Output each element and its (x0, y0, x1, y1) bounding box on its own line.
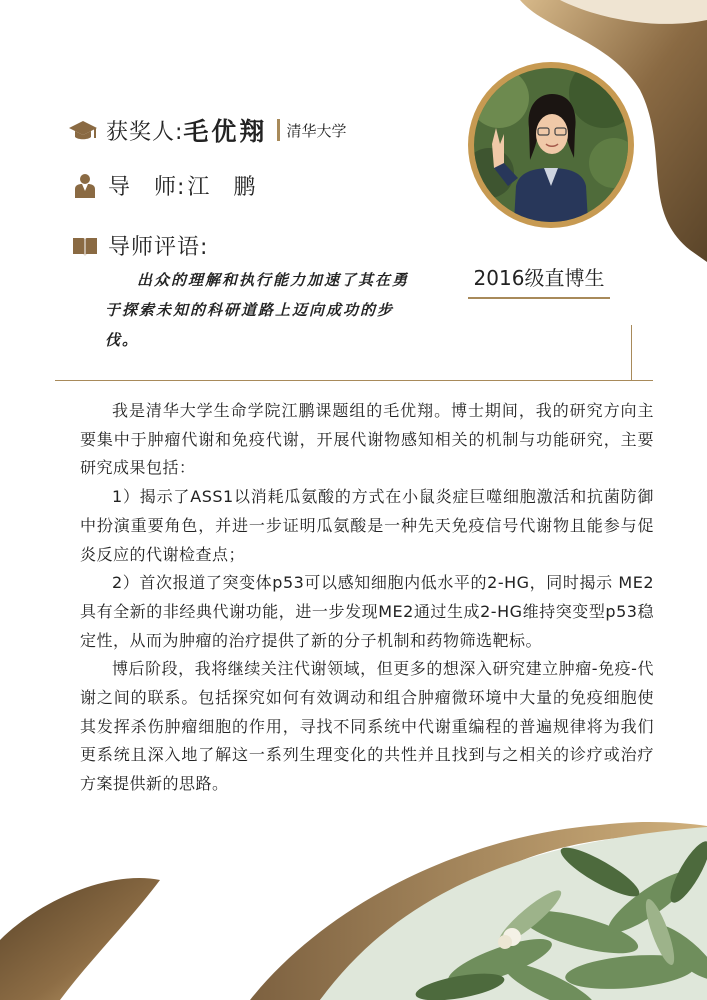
bottom-left-swoosh (0, 878, 160, 1000)
separator-bar (277, 119, 280, 141)
person-icon (70, 171, 100, 201)
statement-body (80, 397, 654, 799)
university: 清华大学 (286, 121, 347, 140)
comment-label: 导师评语: (108, 235, 209, 260)
advisor-comment: 出众的理解和执行能力加速了其在勇于探索未知的科研道路上迈向成功的步伐。 (105, 271, 410, 349)
paragraph: 1）揭示了ASS1以消耗瓜氨酸的方式在小鼠炎症巨噬细胞激活和抗菌防御中扮演重要角色，并进一步证明瓜氨酸是一种先天免疫信号代谢物且能参与促炎反应的代谢检查点； (80, 487, 654, 564)
grade-label: 2016级直博生 (468, 262, 610, 299)
paragraph: 2）首次报道了突变体p53可以感知细胞内低水平的2-HG，同时揭示 ME2具有全新的非经典代谢功能，进一步发现ME2通过生成2-HG维持突变型p53稳定性，从而为肿瘤的治疗提供了新的分子机制和药物筛选靶标。 (80, 573, 654, 650)
advisor-row (70, 170, 256, 201)
paragraph: 博后阶段，我将继续关注代谢领域，但更多的想深入研究建立肿瘤-免疫-代谢之间的联系。包括探究如何有效调动和组合肿瘤微环境中大量的免疫细胞使其发挥杀伤肿瘤细胞的作用，寻找不同系统中代谢重编程的普遍规律将为我们更系统且深入地了解这一系列生理变化的共性并且找到与之相关的诊疗或治疗方案提供新的思路。 (80, 659, 654, 794)
winner-name: 毛优翔 (183, 117, 268, 146)
graduation-cap-icon (68, 115, 98, 145)
winner-row (68, 112, 346, 148)
comment-label-row (70, 230, 208, 261)
leaves-photo (300, 812, 707, 1000)
portrait-photo (474, 68, 628, 222)
divider-vertical (631, 325, 632, 380)
paragraph: 我是清华大学生命学院江鹏课题组的毛优翔。博士期间，我的研究方向主要集中于肿瘤代谢和免疫代谢，开展代谢物感知相关的机制与功能研究，主要研究成果包括： (80, 401, 654, 478)
divider-horizontal (55, 380, 653, 381)
winner-label: 获奖人: (106, 119, 184, 145)
advisor-label: 导 师: (108, 175, 186, 200)
advisor-name: 江 鹏 (187, 175, 257, 200)
book-icon (70, 231, 100, 261)
